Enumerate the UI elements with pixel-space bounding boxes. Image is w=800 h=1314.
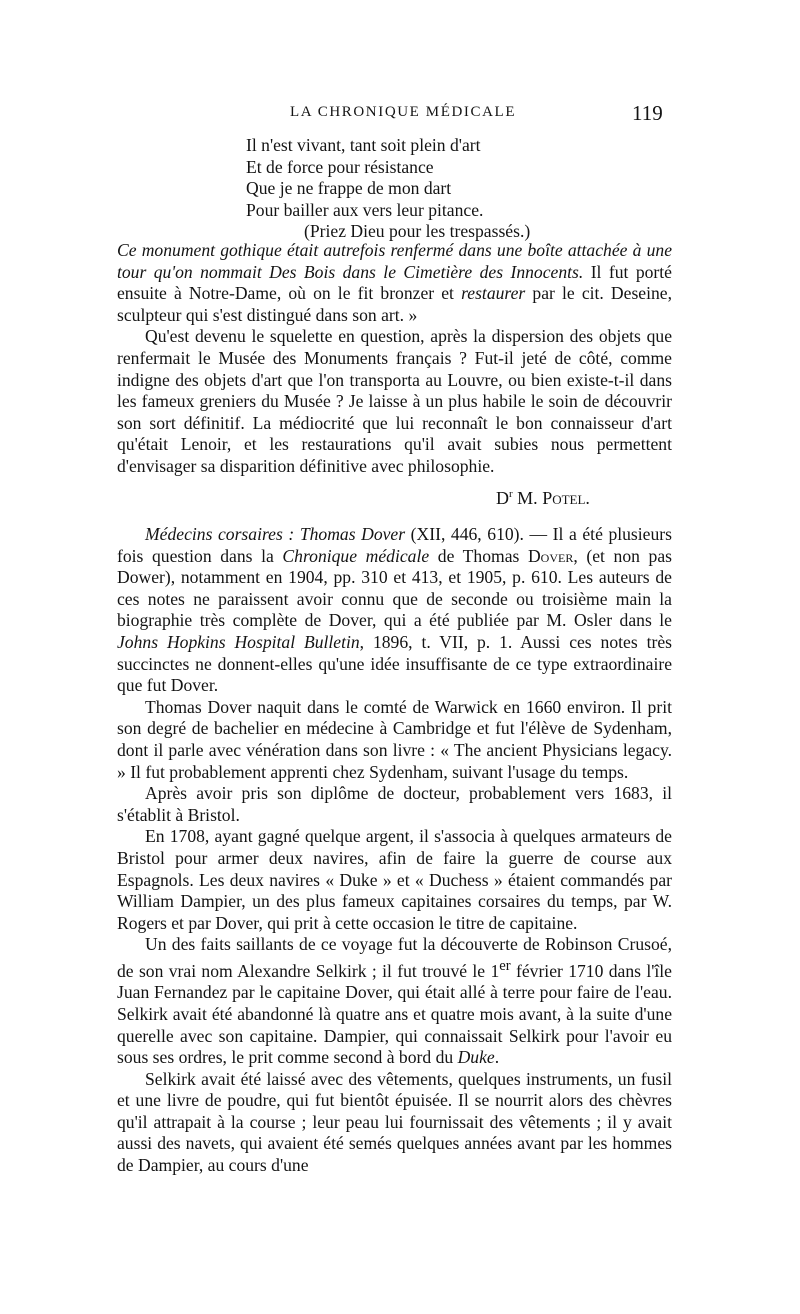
paragraph: En 1708, ayant gagné quelque argent, il s'associa à quelques armateurs de Bristol pour armer deux navires, afin de faire la guerre de course aux Espagnols. Les deux navires « Duke » et « Duchess » étaient commandés par William Dampier, un des plus fameux capitaines corsaires du temps, par W. Rogers et par Dover, qui prit à cette occasion le titre de capitaine. bbox=[117, 826, 672, 933]
paragraph bbox=[117, 934, 672, 1068]
name-smallcaps: Dover bbox=[527, 545, 574, 566]
italic-text: Ce monument gothique était autrefois renfermé dans une boîte attachée à une tour qu'on nommait Des Bois dans le Cimetière des Innocents. bbox=[117, 240, 672, 282]
paragraph: Après avoir pris son diplôme de docteur, probablement vers 1683, il s'établit à Bristol. bbox=[117, 783, 672, 825]
signature-title-sup: r bbox=[509, 488, 513, 500]
text: Il fut porté ensuite à Notre-Dame, où on le fit bronzer et bbox=[117, 261, 672, 304]
signature-title: D bbox=[496, 488, 509, 508]
poem-line: Et de force pour résistance bbox=[246, 156, 434, 177]
section-title: Médecins corsaires : Thomas Dover bbox=[145, 524, 406, 544]
text: , (et non pas Dower), notamment en 1904, pp. 310 et 413, et 1905, p. 610. Les auteurs de ces notes ne paraissent avoir connu que de seconde ou troisième main la biographie très complète de Dover, qui a été publiée par M. Osler dans le bbox=[117, 545, 672, 631]
italic-text: restaurer bbox=[461, 283, 526, 304]
section-medecins-corsaires bbox=[117, 524, 672, 1177]
poem-line: Il n'est vivant, tant soit plein d'art bbox=[246, 135, 481, 155]
poem-stanza bbox=[246, 135, 530, 243]
paragraph: Selkirk avait été laissé avec des vêtements, quelques instruments, un fusil et une livre de poudre, qui fut bientôt épuisée. Il se nourrit alors des chèvres qu'il attrapait à la course ; leur peau lui fournissait des vêtements ; il y avait aussi des navets, qui avaient été semés quelques années avant par les hommes de Dampier, au cours d'une bbox=[117, 1068, 672, 1176]
ship-name: Duke bbox=[457, 1047, 495, 1068]
running-title: LA CHRONIQUE MÉDICALE bbox=[290, 104, 517, 120]
text: , 1896, t. VII, p. 1. Aussi ces notes très succinctes ne donnent-elles qu'une idée insuffisante de ce type extraordinaire que fut Dover. bbox=[117, 631, 672, 696]
signature-initial: M. bbox=[512, 488, 543, 508]
paragraph bbox=[117, 240, 672, 326]
poem-line: Que je ne frappe de mon dart bbox=[246, 178, 452, 198]
page-number: 119 bbox=[632, 101, 663, 125]
text: de Thomas bbox=[429, 545, 528, 566]
signature-name: Potel bbox=[542, 488, 586, 508]
paragraph: Thomas Dover naquit dans le comté de Warwick en 1660 environ. Il prit son degré de bachelier en médecine à Cambridge et fut l'élève de Sydenham, dont il parle avec vénération dans son livre : « The ancient Physicians legacy. » Il fut probablement apprenti chez Sydenham, suivant l'usage du temps. bbox=[117, 696, 672, 782]
signature-end: . bbox=[585, 488, 590, 508]
author-signature bbox=[496, 488, 590, 509]
journal-title: Johns Hopkins Hospital Bulletin bbox=[117, 631, 360, 652]
paragraph bbox=[117, 524, 672, 697]
paragraph: Qu'est devenu le squelette en question, après la dispersion des objets que renfermait le Musée des Monuments français ? Fut-il jeté de côté, comme indigne des objets d'art que l'on transporta au Louvre, ou bien existe-t-il dans les fameux greniers du Musée ? Je laisse à un plus habile le soin de découvrir son sort définitif. La médiocrité que lui reconnaît le bon connaisseur d'art qu'était Lenoir, et les restaurations qu'il avait subies nous permettent d'envisager sa disparition définitive avec philosophie. bbox=[117, 326, 672, 476]
text: — Il a été plusieurs fois question dans la bbox=[117, 524, 672, 566]
superscript: er bbox=[499, 957, 511, 974]
text: . bbox=[494, 1047, 500, 1068]
text: Un des faits saillants de ce voyage fut la découverte de Robinson Crusoé, de son vrai nom Alexandre Selkirk ; il fut trouvé le 1 bbox=[117, 934, 672, 981]
reference: (XII, 446, 610). bbox=[405, 524, 524, 544]
journal-title: Chronique médicale bbox=[282, 545, 430, 566]
poem-line: Pour bailler aux vers leur pitance. bbox=[246, 199, 484, 220]
section-lenoir-quote bbox=[117, 240, 672, 478]
text: par le cit. Deseine, sculpteur qui s'est distingué dans son art. » bbox=[117, 283, 672, 325]
text: février 1710 dans l'île Juan Fernandez par le capitaine Dover, qui était allé à terre pour faire de l'eau. Selkirk avait été abandonné là quatre ans et quatre mois avant, à la suite d'une querelle avec son capitaine. Dampier, qui connaissait Selkirk pour l'avoir eu sous ses ordres, le prit comme second à bord du bbox=[117, 960, 672, 1068]
poem-refrain: (Priez Dieu pour les trespassés.) bbox=[304, 221, 531, 241]
